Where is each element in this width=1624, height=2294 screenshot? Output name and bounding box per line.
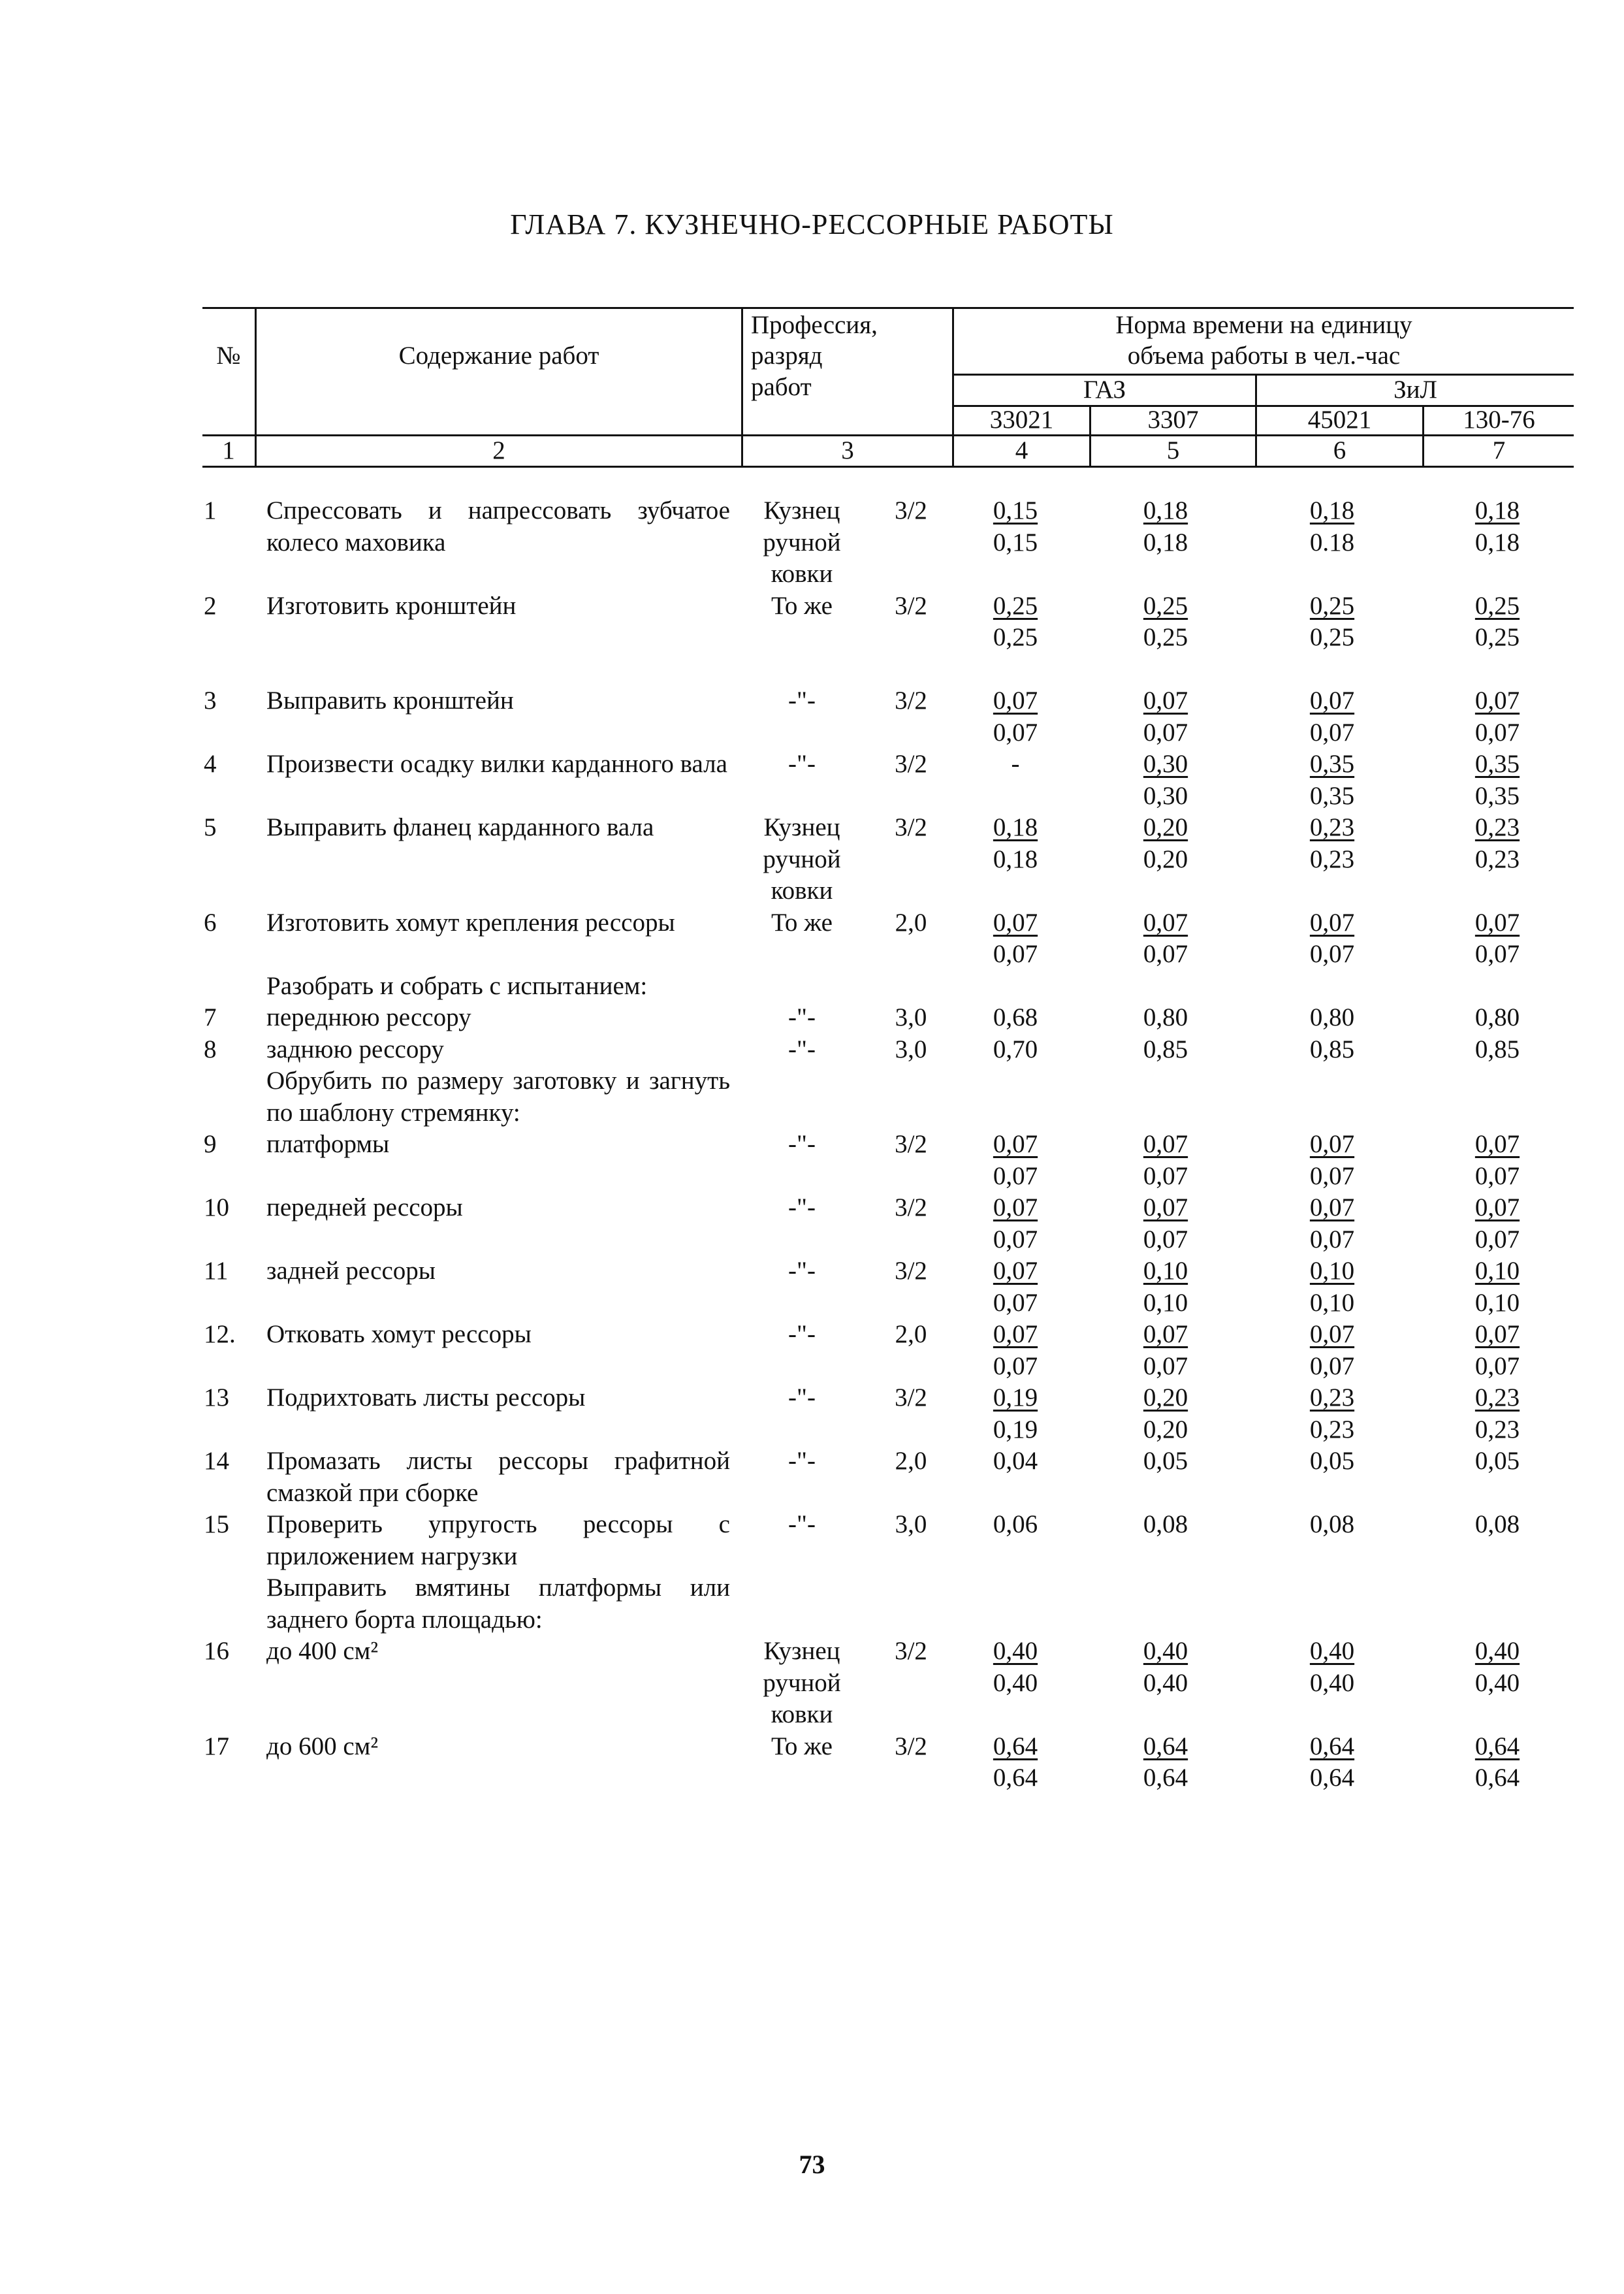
norm-value: 0,64 [1474,1732,1520,1760]
work-description: передней рессоры [266,1193,463,1221]
col-number-5: 5 [1166,436,1180,464]
norm-value: 0,68 [993,1003,1038,1031]
profession: -"- [788,1035,816,1063]
norm-value-alt: 0,07 [1309,718,1355,747]
table-row [0,495,1624,590]
norm-value: 0,05 [1474,1447,1520,1475]
grade: 3/2 [895,813,927,841]
norm-value: 0,07 [993,1320,1038,1348]
norm-value-alt: 0,07 [1143,1351,1188,1380]
norm-value-alt: 0,07 [1143,1225,1188,1253]
row-number: 6 [204,908,217,937]
table-row [0,1065,1624,1129]
norm-value: 0,07 [1309,1130,1355,1158]
col-number-7: 7 [1492,436,1506,464]
work-description: Разобрать и собрать с испытанием: [266,971,648,1000]
norm-value-alt: 0,64 [1309,1764,1355,1792]
norm-value: - [1011,750,1020,778]
table-body [0,495,1624,1794]
norm-value: 0,07 [1474,1130,1520,1158]
page-number: 73 [799,2150,825,2179]
norm-value-alt: 0,30 [1143,781,1188,810]
header-model-3: 45021 [1307,406,1372,434]
table-row [0,812,1624,907]
norm-value: 0,70 [993,1035,1038,1063]
profession: То же [771,591,833,620]
norm-value: 0,07 [993,908,1038,937]
table-row [0,1382,1624,1446]
header-model-1: 33021 [989,406,1054,434]
grade: 3/2 [895,1257,927,1285]
norm-value: 0,10 [1143,1257,1188,1285]
norm-value: 0,35 [1309,750,1355,778]
work-description: Изготовить хомут крепления рессоры [266,908,675,937]
norm-value-alt: 0,07 [1143,1161,1188,1190]
norm-value-alt: 0,07 [993,1351,1038,1380]
norm-value: 0,07 [1143,1193,1188,1221]
norm-value: 0,08 [1143,1510,1188,1538]
work-description: платформы [266,1130,390,1158]
work-description: до 600 см² [266,1732,379,1760]
profession: Кузнец ручной ковки [763,496,841,588]
grade: 3/2 [895,1193,927,1221]
norm-value-alt: 0,07 [1143,940,1188,968]
profession: То же [771,1732,833,1760]
norm-value: 0,07 [1474,1193,1520,1221]
norm-value-alt: 0,23 [1474,1415,1520,1444]
norm-value: 0,07 [1474,1320,1520,1348]
col-number-6: 6 [1333,436,1346,464]
norm-value-alt: 0,25 [1143,623,1188,651]
row-number: 12. [204,1320,236,1348]
profession: -"- [788,1257,816,1285]
header-no: № [216,342,241,370]
norm-value-alt: 0,40 [993,1668,1038,1697]
grade: 3,0 [895,1035,927,1063]
profession: То же [771,908,833,937]
norm-value: 0,07 [1474,908,1520,937]
norm-value: 0,23 [1309,813,1355,841]
header-norm-1: Норма времени на единицу [1115,311,1412,339]
profession: Кузнец ручной ковки [763,1637,841,1728]
table-row [0,1572,1624,1636]
norm-value: 0,07 [1143,1130,1188,1158]
grade: 3/2 [895,1383,927,1412]
norm-value: 0,05 [1309,1447,1355,1475]
norm-value-alt: 0,07 [993,1288,1038,1317]
norm-value: 0,18 [1143,496,1188,525]
work-description: Промазать листы рессоры графитной смазкой при сборке [266,1447,730,1507]
row-number: 16 [204,1637,229,1665]
norm-value: 0,15 [993,496,1038,525]
norm-value-alt: 0.18 [1309,528,1355,557]
norm-value-alt: 0,20 [1143,845,1188,873]
norm-value: 0,10 [1309,1257,1355,1285]
table-row [0,907,1624,971]
row-number: 10 [204,1193,229,1221]
work-description: Выправить фланец карданного вала [266,813,654,841]
norm-value-alt: 0,25 [1474,623,1520,651]
norm-value-alt: 0,07 [1474,940,1520,968]
chapter-title: ГЛАВА 7. КУЗНЕЧНО-РЕССОРНЫЕ РАБОТЫ [510,208,1114,240]
row-number: 9 [204,1130,217,1158]
norm-value-alt: 0,07 [1474,718,1520,747]
row-number: 4 [204,750,217,778]
table-row [0,1446,1624,1509]
table-row [0,1319,1624,1382]
norm-value: 0,07 [1309,908,1355,937]
norm-value: 0,07 [993,1130,1038,1158]
norm-value: 0,85 [1474,1035,1520,1063]
norm-value-alt: 0,64 [993,1764,1038,1792]
norm-value-alt: 0,40 [1474,1668,1520,1697]
norm-value: 0,07 [1143,687,1188,715]
norm-value: 0,25 [1143,591,1188,620]
norm-value: 0,23 [1309,1383,1355,1412]
norm-value: 0,80 [1143,1003,1188,1031]
norm-value: 0,25 [1309,591,1355,620]
work-description: задней рессоры [266,1257,436,1285]
work-description: Подрихтовать листы рессоры [266,1383,586,1412]
header-norm-2: объема работы в чел.-час [1127,342,1401,370]
norm-value-alt: 0,07 [1309,1161,1355,1190]
grade: 3/2 [895,1637,927,1665]
norm-value-alt: 0,07 [1143,718,1188,747]
norm-value-alt: 0,18 [1143,528,1188,557]
norm-value-alt: 0,07 [1309,940,1355,968]
norm-value: 0,06 [993,1510,1038,1538]
norm-value-alt: 0,07 [993,718,1038,747]
table-row [0,971,1624,1003]
norm-value-alt: 0,25 [993,623,1038,651]
row-number: 5 [204,813,217,841]
norm-value-alt: 0,07 [1309,1225,1355,1253]
work-description: Изготовить кронштейн [266,591,517,620]
grade: 3/2 [895,591,927,620]
norm-value: 0,07 [1474,687,1520,715]
work-description: Произвести осадку вилки карданного вала [266,750,727,778]
norm-value: 0,07 [1143,1320,1188,1348]
norm-value: 0,08 [1474,1510,1520,1538]
norm-value: 0,40 [1309,1637,1355,1665]
norm-value-alt: 0,10 [1309,1288,1355,1317]
norm-value: 0,80 [1309,1003,1355,1031]
norm-value: 0,64 [1143,1732,1188,1760]
header-gaz: ГАЗ [1083,376,1126,404]
table-row [0,1255,1624,1319]
work-description: Выправить кронштейн [266,687,514,715]
profession: -"- [788,1003,816,1031]
norm-value-alt: 0,07 [1474,1225,1520,1253]
profession: -"- [788,1193,816,1221]
header-profession-3: работ [751,373,812,401]
col-number-3: 3 [841,436,854,464]
norm-value: 0,07 [993,1193,1038,1221]
table-row [0,1731,1624,1794]
norm-value-alt: 0,07 [1309,1351,1355,1380]
table-row [0,590,1624,686]
profession: Кузнец ручной ковки [763,813,841,905]
work-description: до 400 см² [266,1637,379,1665]
header-model-4: 130-76 [1463,406,1535,434]
work-description: Обрубить по размеру заготовку и загнуть по шаблону стремянку: [266,1067,730,1127]
norm-value-alt: 0,18 [993,845,1038,873]
row-number: 2 [204,591,217,620]
work-description: Проверить упругость рессоры с приложением нагрузки [266,1510,730,1570]
norm-value: 0,80 [1474,1003,1520,1031]
grade: 3,0 [895,1003,927,1031]
norm-value: 0,08 [1309,1510,1355,1538]
table-row [0,749,1624,812]
norm-value: 0,40 [993,1637,1038,1665]
norm-value-alt: 0,64 [1474,1764,1520,1792]
header-content: Содержание работ [398,342,599,370]
row-number: 17 [204,1732,229,1760]
profession: -"- [788,687,816,715]
grade: 3/2 [895,750,927,778]
norm-value: 0,18 [1309,496,1355,525]
norm-value: 0,07 [993,1257,1038,1285]
norm-value: 0,18 [993,813,1038,841]
table-row [0,1002,1624,1034]
grade: 3,0 [895,1510,927,1538]
norm-value: 0,30 [1143,750,1188,778]
profession: -"- [788,1510,816,1538]
table-row [0,1192,1624,1255]
norm-value: 0,25 [993,591,1038,620]
profession: -"- [788,1320,816,1348]
norm-value-alt: 0,20 [1143,1415,1188,1444]
work-description: Спрессовать и напрессовать зубчатое колесо маховика [266,496,730,557]
norm-value: 0,23 [1474,1383,1520,1412]
norm-value-alt: 0,10 [1143,1288,1188,1317]
work-description: переднюю рессору [266,1003,471,1031]
norm-value: 0,05 [1143,1447,1188,1475]
norm-value: 0,85 [1309,1035,1355,1063]
row-number: 3 [204,687,217,715]
grade: 3/2 [895,496,927,525]
table-row [0,1636,1624,1731]
col-number-2: 2 [492,436,505,464]
profession: -"- [788,1447,816,1475]
norm-value: 0,40 [1143,1637,1188,1665]
row-number: 7 [204,1003,217,1031]
norm-value: 0,64 [1309,1732,1355,1760]
profession: -"- [788,750,816,778]
header-profession-1: Профессия, [751,311,878,339]
norm-value: 0,07 [1309,1320,1355,1348]
norm-value-alt: 0,23 [1309,1415,1355,1444]
grade: 3/2 [895,1732,927,1760]
col-number-1: 1 [222,436,235,464]
norm-value-alt: 0,40 [1143,1668,1188,1697]
row-number: 8 [204,1035,217,1063]
grade: 2,0 [895,1320,927,1348]
norm-value: 0,07 [1143,908,1188,937]
norm-value-alt: 0,07 [993,940,1038,968]
norm-value-alt: 0,15 [993,528,1038,557]
norm-value-alt: 0,07 [1474,1351,1520,1380]
norm-value: 0,07 [993,687,1038,715]
header-model-2: 3307 [1147,406,1199,434]
norm-value-alt: 0,23 [1474,845,1520,873]
norm-value: 0,20 [1143,813,1188,841]
norm-value-alt: 0,64 [1143,1764,1188,1792]
grade: 2,0 [895,908,927,937]
header-profession-2: разряд [751,342,823,370]
row-number: 11 [204,1257,229,1285]
norm-value: 0,23 [1474,813,1520,841]
norm-value: 0,18 [1474,496,1520,525]
work-description: заднюю рессору [266,1035,444,1063]
norm-value-alt: 0,10 [1474,1288,1520,1317]
row-number: 14 [204,1447,229,1475]
row-number: 15 [204,1510,229,1538]
norm-value-alt: 0,19 [993,1415,1038,1444]
norm-value-alt: 0,07 [993,1161,1038,1190]
table-row [0,1129,1624,1192]
work-description: Отковать хомут рессоры [266,1320,532,1348]
norm-value: 0,40 [1474,1637,1520,1665]
norm-value: 0,07 [1309,687,1355,715]
norm-value: 0,64 [993,1732,1038,1760]
norm-value-alt: 0,40 [1309,1668,1355,1697]
norm-value-alt: 0,07 [993,1225,1038,1253]
table-row [0,1509,1624,1572]
norm-value: 0,10 [1474,1257,1520,1285]
norm-value: 0,25 [1474,591,1520,620]
norm-value-alt: 0,23 [1309,845,1355,873]
norm-value: 0,07 [1309,1193,1355,1221]
table-row [0,685,1624,749]
grade: 3/2 [895,1130,927,1158]
norm-value-alt: 0,35 [1309,781,1355,810]
norm-value: 0,20 [1143,1383,1188,1412]
grade: 3/2 [895,687,927,715]
norm-value: 0,19 [993,1383,1038,1412]
norm-value-alt: 0,07 [1474,1161,1520,1190]
grade: 2,0 [895,1447,927,1475]
header-zil: ЗиЛ [1393,376,1437,404]
norm-value-alt: 0,35 [1474,781,1520,810]
profession: -"- [788,1130,816,1158]
row-number: 13 [204,1383,229,1412]
norm-value-alt: 0,18 [1474,528,1520,557]
work-description: Выправить вмятины платформы или заднего борта площадью: [266,1574,730,1634]
norm-value: 0,04 [993,1447,1038,1475]
row-number: 1 [204,496,217,525]
col-number-4: 4 [1015,436,1028,464]
profession: -"- [788,1383,816,1412]
norm-value: 0,85 [1143,1035,1188,1063]
norm-value: 0,35 [1474,750,1520,778]
norm-value-alt: 0,25 [1309,623,1355,651]
table-row [0,1034,1624,1066]
